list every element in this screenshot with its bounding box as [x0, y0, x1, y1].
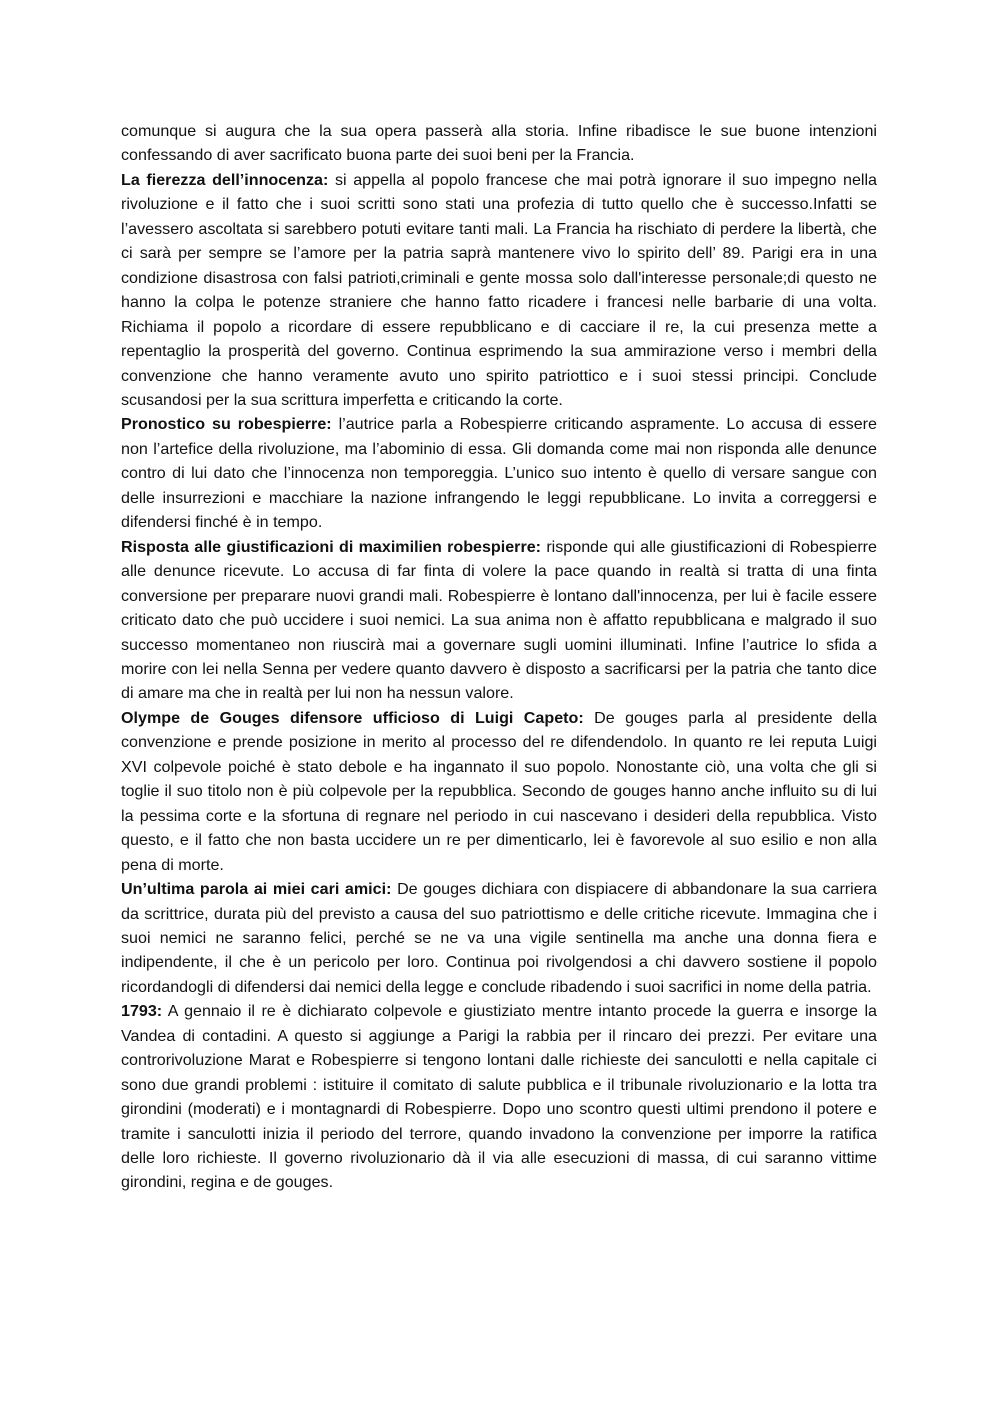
paragraph-intro — [121, 119, 877, 168]
paragraph-text: comunque si augura che la sua opera passerà alla storia. Infine ribadisce le sue buone intenzioni confessando di aver sacrificato buona parte dei suoi beni per la Francia. — [121, 122, 877, 165]
document-page — [121, 119, 877, 1195]
paragraph-ultima-parola — [121, 877, 877, 999]
paragraph-text: De gouges dichiara con dispiacere di abbandonare la sua carriera da scrittrice, durata più del previsto a causa del suo patriottismo e delle critiche ricevute. Immagina che i suoi nemici ne saranno felici, perché se ne va una vigile sentinella ma anche una donna fiera e indipendente, il che è un pericolo per loro. Continua poi rivolgendosi a chi davvero sostiene il popolo ricordandogli di difendersi dai nemici della legge e conclude ribadendo i suoi sacrifici in nome della patria. — [121, 880, 878, 996]
paragraph-text: si appella al popolo francese che mai potrà ignorare il suo impegno nella rivoluzione e il fatto che i suoi scritti sono stati una profezia di tutto quello che è successo.Infatti se l’avessero ascoltata si sarebbero potuti evitare tanti mali. La Francia ha rischiato di perdere la libertà, che ci sarà per sempre se l’amore per la patria saprà mantenere vivo lo spirito dell’ 89. Parigi era in una condizione disastrosa con falsi patrioti,criminali e gente mossa solo dall'interesse personale;di questo ne hanno la colpa le potenze straniere che hanno fatto ricadere i francesi nelle barbarie di una volta. Richiama il popolo a ricordare di essere repubblicano e di cacciare il re, la cui presenza mette a repentaglio la prosperità del governo. Continua esprimendo la sua ammirazione verso i membri della convenzione che hanno veramente avuto uno spirito patriottico e i suoi stessi principi. Conclude scusandosi per la sua scrittura imperfetta e criticando la corte. — [121, 170, 878, 409]
paragraph-text: l’autrice parla a Robespierre criticando aspramente. Lo accusa di essere non l’artefice della rivoluzione, ma l’abominio di essa. Gli domanda come mai non risponda alle denunce contro di lui dato che l’innocenza non temporeggia. L’unico suo intento è quello di versare sangue con delle insurrezioni e macchiare la nazione infrangendo le leggi repubblicane. Lo invita a correggersi e difendersi finché è in tempo. — [121, 415, 877, 532]
paragraph-1793 — [121, 999, 877, 1195]
paragraph-risposta — [121, 535, 877, 706]
paragraph-heading: Un’ultima parola ai miei cari amici: — [121, 880, 392, 899]
paragraph-text: risponde qui alle giustificazioni di Robespierre alle denunce ricevute. Lo accusa di far finta di volere la pace quando in realtà si tratta di una finta conversione per preparare nuovi grandi mali. Robespierre è lontano dall'innocenza, per lui è facile essere criticato dato che può uccidere i suoi nemici. La sua anima non è affatto repubblicana e malgrado il suo successo momentaneo non riuscirà mai a governare sugli uomini illuminati. Infine l’autrice lo sfida a morire con lei nella Senna per vedere quanto davvero è disposto a sacrificarsi per la patria che tanto dice di amare ma che in realtà per lui non ha nessun valore. — [121, 537, 877, 703]
paragraph-heading: 1793: — [121, 1002, 163, 1021]
paragraph-heading: Risposta alle giustificazioni di maximilien robespierre: — [121, 537, 542, 556]
paragraph-heading: La fierezza dell’innocenza: — [121, 170, 329, 189]
paragraph-text: De gouges parla al presidente della convenzione e prende posizione in merito al processo del re difendendolo. In quanto re lei reputa Luigi XVI colpevole poiché è stato debole e ha ingannato il suo popolo. Nonostante ciò, una volta che gli si toglie il suo titolo non è più colpevole per la repubblica. Secondo de gouges hanno anche influito su di lui la pessima corte e la sfortuna di regnare nel periodo in cui nascevano i desideri della repubblica. Visto questo, e il fatto che non basta uccidere un re per dimenticarlo, lei è favorevole al suo esilio e non alla pena di morte. — [121, 708, 877, 874]
paragraph-fierezza — [121, 168, 877, 413]
paragraph-text: A gennaio il re è dichiarato colpevole e giustiziato mentre intanto procede la guerra e insorge la Vandea di contadini. A questo si aggiunge a Parigi la rabbia per il rincaro dei prezzi. Per evitare una controrivoluzione Marat e Robespierre si tengono lontani dalle richieste dei sanculotti e nella capitale ci sono due grandi problemi : istituire il comitato di salute pubblica e il tribunale rivoluzionario e la lotta tra girondini (moderati) e i montagnardi di Robespierre. Dopo uno scontro questi ultimi prendono il potere e tramite i sanculotti inizia il periodo del terrore, quando invadono la convenzione per imporre la ratifica delle loro richieste. Il governo rivoluzionario dà il via alle esecuzioni di massa, di cui saranno vittime girondini, regina e de gouges. — [121, 1002, 877, 1192]
paragraph-heading: Olympe de Gouges difensore ufficioso di Luigi Capeto: — [121, 708, 584, 727]
paragraph-pronostico — [121, 412, 877, 534]
paragraph-difensore — [121, 706, 877, 877]
paragraph-heading: Pronostico su robespierre: — [121, 415, 332, 434]
